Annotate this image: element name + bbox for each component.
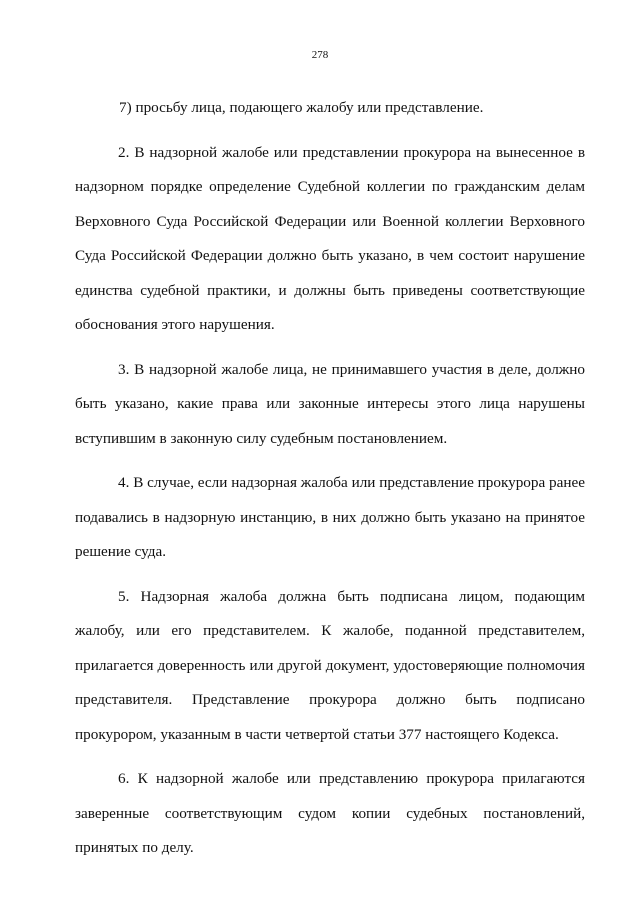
paragraph-5: 5. Надзорная жалоба должна быть подписана лицом, подающим жалобу, или его представителем. К жалобе, поданной представителем, прилагается доверенность или другой документ, удостоверяющие полномочия представителя. Представление прокурора должно быть подписано прокурором, указанным в части четвертой статьи 377 настоящего Кодекса. [75,587,585,743]
paragraph-3: 3. В надзорной жалобе лица, не принимавшего участия в деле, должно быть указано, какие права или законные интересы этого лица нарушены вступившим в законную силу судебным постановлением. [75,360,585,447]
document-body [75,91,585,876]
paragraph-6: 6. К надзорной жалобе или представлению прокурора прилагаются заверенные соответствующим судом копии судебных постановлений, принятых по делу. [75,770,585,856]
page-number: 278 [311,49,329,61]
paragraph-4: 4. В случае, если надзорная жалоба или представление прокурора ранее подавались в надзорную инстанцию, в них должно быть указано на принятое решение суда. [75,474,585,560]
paragraph-item-7: 7) просьбу лица, подающего жалобу или представление. [119,99,484,116]
paragraph-2: 2. В надзорной жалобе или представлении прокурора на вынесенное в надзорном порядке определение Судебной коллегии по гражданским делам Верховного Суда Российской Федерации или Военной коллегии Верховного Суда Российской Федерации должно быть указано, в чем состоит нарушение единства судебной практики, и должны быть приведены соответствующие обоснования этого нарушения. [75,143,585,333]
